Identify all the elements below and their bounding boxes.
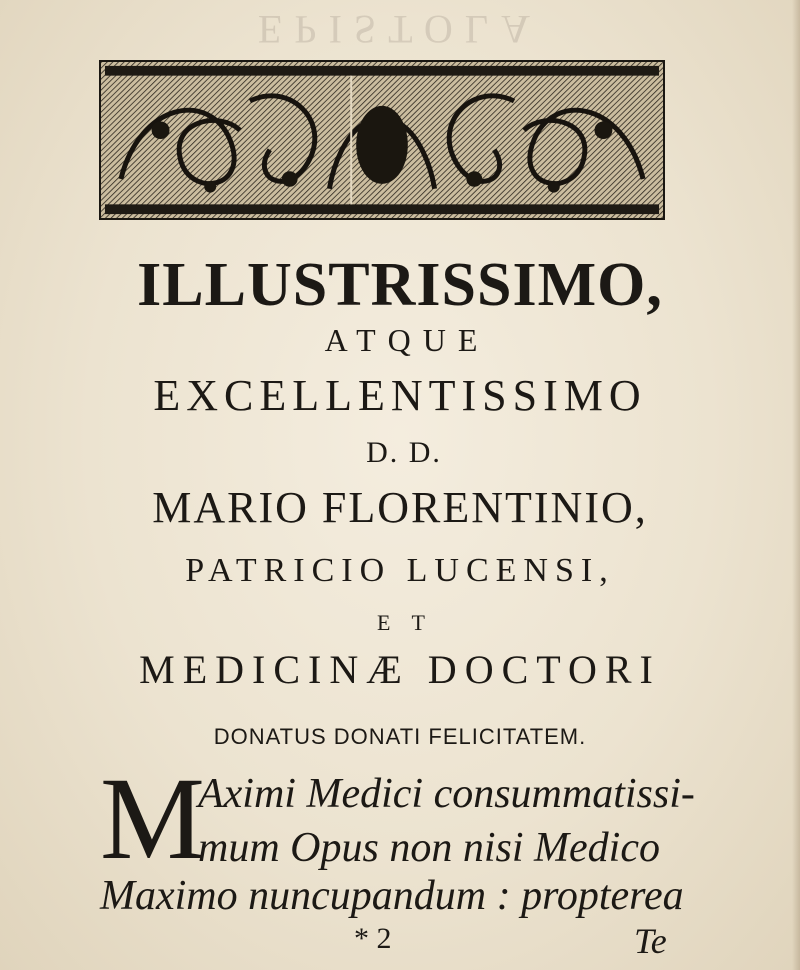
signature-mark: * 2	[354, 922, 392, 955]
dedication-line-name: MARIO FLORENTINIO,	[152, 483, 648, 532]
dedication-line-donatus: DONATUS DONATI FELICITATEM.	[213, 724, 587, 749]
dedication-line-medicinae: MEDICINÆ DOCTORI	[139, 647, 661, 692]
woodcut-headpiece-ornament	[99, 60, 665, 220]
body-text-line-3: Maximo nuncupandum : propterea	[100, 873, 684, 919]
dedication-line-et: E T	[377, 610, 433, 635]
body-text-line-1: Aximi Medici consummatissi-	[198, 771, 695, 817]
dedication-line-illustrissimo: ILLUSTRISSIMO,	[137, 251, 663, 319]
show-through-running-head: EPISTOLA	[257, 7, 543, 52]
dedication-line-dd: D. D.	[366, 436, 442, 469]
catchword: Te	[634, 921, 667, 961]
dedication-line-atque: ATQUE	[324, 322, 490, 358]
body-text-line-2: mum Opus non nisi Medico	[198, 825, 660, 871]
dedication-line-patricio: PATRICIO LUCENSI,	[185, 552, 615, 589]
page-edge-shadow	[792, 0, 800, 970]
drop-cap: M	[100, 753, 205, 884]
dedication-line-excellentissimo: EXCELLENTISSIMO	[153, 371, 647, 420]
